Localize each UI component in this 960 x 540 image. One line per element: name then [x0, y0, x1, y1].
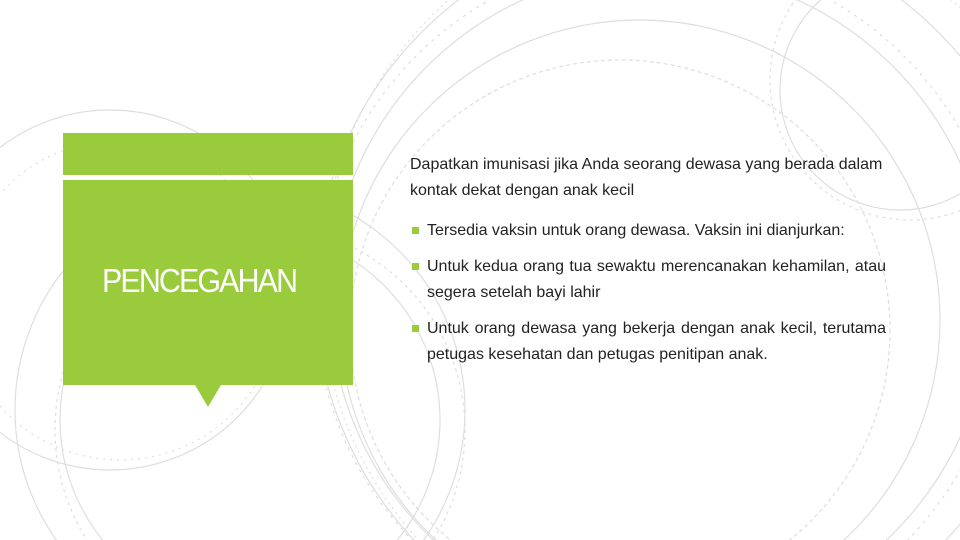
title-panel-pointer [195, 385, 221, 407]
bullet-list [410, 218, 886, 368]
bullet-item [410, 316, 886, 368]
bullet-text: Untuk orang dewasa yang bekerja dengan anak kecil, terutama petugas kesehatan dan petugas penitipan anak. [427, 320, 886, 363]
content-area [410, 152, 886, 378]
bullet-text: Tersedia vaksin untuk orang dewasa. Vaksin ini dianjurkan: [427, 222, 845, 239]
bullet-text: Untuk kedua orang tua sewaktu merencanakan kehamilan, atau segera setelah bayi lahir [427, 258, 886, 301]
intro-text: Dapatkan imunisasi jika Anda seorang dewasa yang berada dalam kontak dekat dengan anak kecil [410, 156, 883, 199]
bullet-item [410, 254, 886, 306]
accent-bar-top [63, 133, 353, 175]
bullet-item [410, 218, 886, 244]
square-bullet-icon [412, 263, 419, 270]
square-bullet-icon [412, 325, 419, 332]
slide-title: PENCEGAHAN [102, 262, 297, 299]
square-bullet-icon [412, 227, 419, 234]
